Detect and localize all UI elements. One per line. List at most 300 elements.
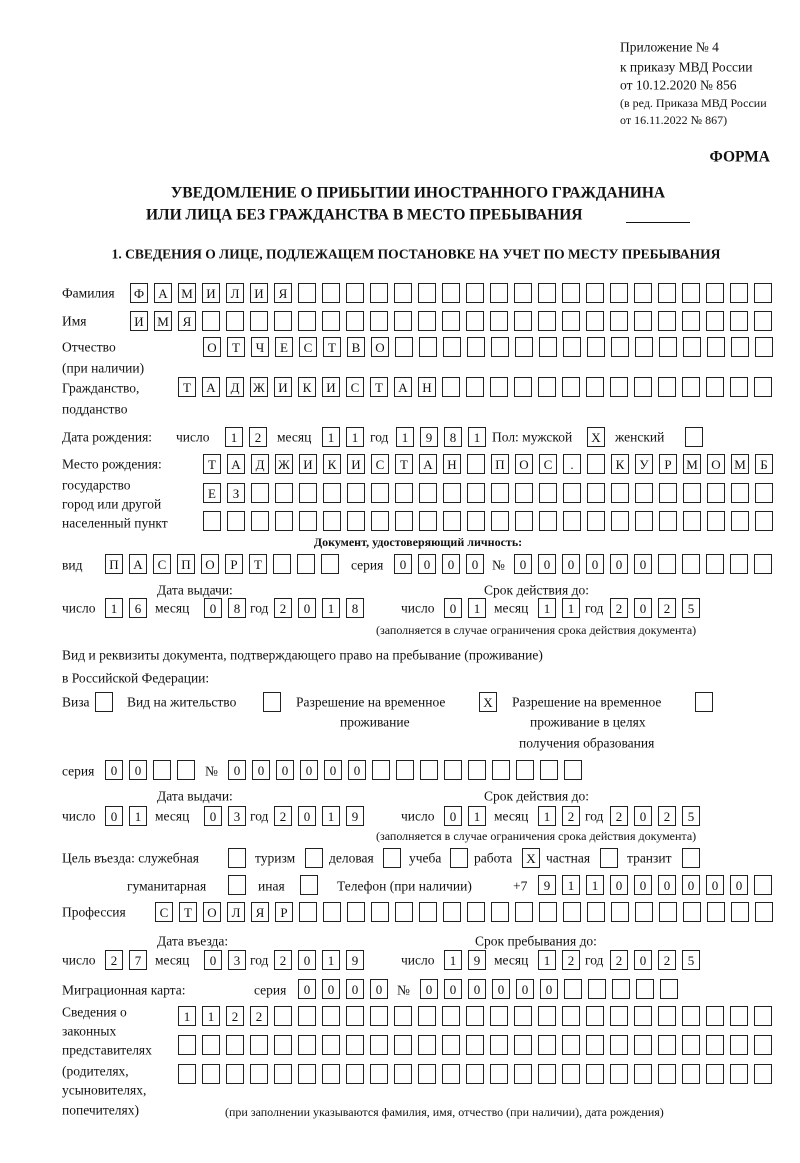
representative-box[interactable] [658, 1064, 676, 1084]
birth-place-box[interactable] [323, 483, 341, 503]
birth-place-box[interactable]: З [227, 483, 245, 503]
purpose-study-checkbox[interactable] [450, 848, 468, 868]
birth-place-box[interactable] [395, 511, 413, 531]
birth-place-box[interactable] [299, 483, 317, 503]
birth-place-box[interactable]: О [707, 454, 725, 474]
representative-box[interactable] [418, 1035, 436, 1055]
surname-box[interactable] [634, 283, 652, 303]
month-box[interactable]: 1 [538, 950, 556, 970]
surname-box[interactable] [658, 283, 676, 303]
representative-box[interactable] [586, 1064, 604, 1084]
birth-place-box[interactable]: М [731, 454, 749, 474]
doc-number-box[interactable]: 0 [634, 554, 652, 574]
representative-box[interactable] [562, 1035, 580, 1055]
representative-box[interactable] [610, 1064, 628, 1084]
representative-box[interactable] [394, 1006, 412, 1026]
stay-number-box[interactable]: 0 [276, 760, 294, 780]
stay-number-box[interactable] [468, 760, 486, 780]
year-box[interactable]: 2 [610, 806, 628, 826]
patronymic-box[interactable] [395, 337, 413, 357]
birth-place-box[interactable]: Р [659, 454, 677, 474]
birth-place-box[interactable]: М [683, 454, 701, 474]
birth-place-box[interactable]: С [539, 454, 557, 474]
birth-place-box[interactable] [755, 511, 773, 531]
stay-number-box[interactable] [444, 760, 462, 780]
representative-box[interactable] [274, 1035, 292, 1055]
birth-place-box[interactable]: Н [443, 454, 461, 474]
name-box[interactable] [658, 311, 676, 331]
representative-box[interactable] [346, 1064, 364, 1084]
doc-number-box[interactable]: 0 [610, 554, 628, 574]
profession-box[interactable] [347, 902, 365, 922]
doc-kind-box[interactable]: С [153, 554, 171, 574]
doc-number-box[interactable]: 0 [514, 554, 532, 574]
name-box[interactable] [202, 311, 220, 331]
birth-place-box[interactable]: . [563, 454, 581, 474]
birth-place-box[interactable] [491, 511, 509, 531]
citizenship-box[interactable] [586, 377, 604, 397]
year-box[interactable]: 5 [682, 806, 700, 826]
profession-box[interactable]: О [203, 902, 221, 922]
day-box[interactable]: 1 [444, 950, 462, 970]
patronymic-box[interactable]: С [299, 337, 317, 357]
surname-box[interactable] [442, 283, 460, 303]
name-box[interactable]: М [154, 311, 172, 331]
birth-place-box[interactable] [419, 511, 437, 531]
name-box[interactable] [298, 311, 316, 331]
name-box[interactable] [586, 311, 604, 331]
migration-number-box[interactable] [660, 979, 678, 999]
doc-kind-box[interactable] [321, 554, 339, 574]
representative-box[interactable] [178, 1035, 196, 1055]
doc-number-box[interactable]: 0 [586, 554, 604, 574]
citizenship-box[interactable] [466, 377, 484, 397]
citizenship-box[interactable]: Ж [250, 377, 268, 397]
birth-place-box[interactable]: Т [203, 454, 221, 474]
birth-place-box[interactable]: К [323, 454, 341, 474]
migration-number-box[interactable]: 0 [420, 979, 438, 999]
patronymic-box[interactable] [491, 337, 509, 357]
surname-box[interactable] [346, 283, 364, 303]
citizenship-box[interactable]: И [322, 377, 340, 397]
citizenship-box[interactable] [658, 377, 676, 397]
profession-box[interactable] [587, 902, 605, 922]
representative-box[interactable] [682, 1006, 700, 1026]
phone-box[interactable]: 1 [586, 875, 604, 895]
birth-place-box[interactable] [299, 511, 317, 531]
representative-box[interactable] [706, 1006, 724, 1026]
citizenship-box[interactable] [490, 377, 508, 397]
stay-number-box[interactable]: 0 [228, 760, 246, 780]
name-box[interactable] [730, 311, 748, 331]
doc-series-box[interactable]: 0 [418, 554, 436, 574]
migration-number-box[interactable] [564, 979, 582, 999]
doc-number-box[interactable] [754, 554, 772, 574]
phone-box[interactable]: 0 [706, 875, 724, 895]
migration-number-box[interactable] [588, 979, 606, 999]
day-box[interactable]: 0 [105, 806, 123, 826]
representative-box[interactable] [634, 1006, 652, 1026]
surname-box[interactable] [586, 283, 604, 303]
representative-box[interactable] [442, 1035, 460, 1055]
birth-place-box[interactable] [443, 483, 461, 503]
birth-place-box[interactable]: А [227, 454, 245, 474]
patronymic-box[interactable]: О [371, 337, 389, 357]
migration-series-box[interactable]: 0 [370, 979, 388, 999]
profession-box[interactable] [419, 902, 437, 922]
patronymic-box[interactable] [683, 337, 701, 357]
doc-kind-box[interactable] [297, 554, 315, 574]
birth-year-box[interactable]: 8 [444, 427, 462, 447]
birth-place-box[interactable]: Д [251, 454, 269, 474]
migration-number-box[interactable]: 0 [492, 979, 510, 999]
representative-box[interactable] [466, 1035, 484, 1055]
representative-box[interactable] [466, 1064, 484, 1084]
birth-place-box[interactable] [251, 483, 269, 503]
surname-box[interactable] [562, 283, 580, 303]
birth-place-box[interactable] [419, 483, 437, 503]
citizenship-box[interactable]: А [394, 377, 412, 397]
stay-number-box[interactable]: 0 [348, 760, 366, 780]
surname-box[interactable]: И [202, 283, 220, 303]
year-box[interactable]: 2 [610, 598, 628, 618]
birth-place-box[interactable] [611, 483, 629, 503]
month-box[interactable]: 0 [204, 950, 222, 970]
stay-series-box[interactable]: 0 [105, 760, 123, 780]
representative-box[interactable] [298, 1064, 316, 1084]
birth-place-box[interactable] [467, 483, 485, 503]
representative-box[interactable] [754, 1035, 772, 1055]
birth-place-box[interactable] [707, 483, 725, 503]
purpose-private-checkbox[interactable] [600, 848, 618, 868]
surname-box[interactable] [466, 283, 484, 303]
profession-box[interactable] [683, 902, 701, 922]
stay-number-box[interactable] [396, 760, 414, 780]
profession-box[interactable]: С [155, 902, 173, 922]
birth-place-box[interactable] [347, 483, 365, 503]
month-box[interactable]: 3 [228, 950, 246, 970]
temp-permit-checkbox[interactable]: X [479, 692, 497, 712]
migration-number-box[interactable] [636, 979, 654, 999]
birth-place-box[interactable]: А [419, 454, 437, 474]
month-box[interactable]: 1 [538, 806, 556, 826]
purpose-humanitarian-checkbox[interactable] [228, 875, 246, 895]
patronymic-box[interactable] [515, 337, 533, 357]
representative-box[interactable] [394, 1064, 412, 1084]
temp-permit-edu-checkbox[interactable] [695, 692, 713, 712]
name-box[interactable] [370, 311, 388, 331]
birth-month-box[interactable]: 1 [346, 427, 364, 447]
representative-box[interactable] [490, 1064, 508, 1084]
representative-box[interactable] [682, 1035, 700, 1055]
citizenship-box[interactable]: К [298, 377, 316, 397]
name-box[interactable] [466, 311, 484, 331]
doc-series-box[interactable]: 0 [466, 554, 484, 574]
profession-box[interactable] [467, 902, 485, 922]
citizenship-box[interactable] [754, 377, 772, 397]
year-box[interactable]: 9 [346, 806, 364, 826]
patronymic-box[interactable]: Т [323, 337, 341, 357]
birth-place-box[interactable] [227, 511, 245, 531]
name-box[interactable] [322, 311, 340, 331]
patronymic-box[interactable] [755, 337, 773, 357]
birth-place-box[interactable]: Б [755, 454, 773, 474]
birth-day-box[interactable]: 1 [225, 427, 243, 447]
phone-box[interactable]: 0 [610, 875, 628, 895]
representative-box[interactable] [346, 1035, 364, 1055]
birth-place-box[interactable] [491, 483, 509, 503]
name-box[interactable] [706, 311, 724, 331]
citizenship-box[interactable]: С [346, 377, 364, 397]
profession-box[interactable] [659, 902, 677, 922]
birth-place-box[interactable] [323, 511, 341, 531]
stay-series-box[interactable]: 0 [129, 760, 147, 780]
day-box[interactable]: 7 [129, 950, 147, 970]
citizenship-box[interactable] [730, 377, 748, 397]
phone-box[interactable]: 1 [562, 875, 580, 895]
stay-series-box[interactable] [153, 760, 171, 780]
birth-place-box[interactable] [683, 483, 701, 503]
day-box[interactable]: 6 [129, 598, 147, 618]
year-box[interactable]: 0 [634, 598, 652, 618]
citizenship-box[interactable]: И [274, 377, 292, 397]
patronymic-box[interactable] [539, 337, 557, 357]
stay-number-box[interactable] [564, 760, 582, 780]
citizenship-box[interactable] [442, 377, 460, 397]
birth-place-box[interactable] [659, 511, 677, 531]
doc-number-box[interactable] [682, 554, 700, 574]
birth-day-box[interactable]: 2 [249, 427, 267, 447]
birth-place-box[interactable]: И [299, 454, 317, 474]
phone-box[interactable]: 0 [634, 875, 652, 895]
birth-place-box[interactable] [371, 483, 389, 503]
representative-box[interactable] [274, 1006, 292, 1026]
month-box[interactable]: 2 [562, 950, 580, 970]
profession-box[interactable] [323, 902, 341, 922]
representative-box[interactable] [226, 1064, 244, 1084]
doc-number-box[interactable] [730, 554, 748, 574]
birth-place-box[interactable]: О [515, 454, 533, 474]
surname-box[interactable] [514, 283, 532, 303]
stay-number-box[interactable] [540, 760, 558, 780]
purpose-business-checkbox[interactable] [383, 848, 401, 868]
representative-box[interactable] [490, 1006, 508, 1026]
month-box[interactable]: 8 [228, 598, 246, 618]
birth-place-box[interactable] [539, 511, 557, 531]
representative-box[interactable] [394, 1035, 412, 1055]
representative-box[interactable] [514, 1035, 532, 1055]
year-box[interactable]: 2 [274, 806, 292, 826]
birth-place-box[interactable]: Ж [275, 454, 293, 474]
day-box[interactable]: 1 [105, 598, 123, 618]
patronymic-box[interactable] [611, 337, 629, 357]
year-box[interactable]: 0 [298, 806, 316, 826]
doc-kind-box[interactable]: Т [249, 554, 267, 574]
representative-box[interactable] [370, 1006, 388, 1026]
surname-box[interactable] [706, 283, 724, 303]
birth-place-box[interactable] [707, 511, 725, 531]
month-box[interactable]: 2 [562, 806, 580, 826]
stay-number-box[interactable]: 0 [252, 760, 270, 780]
year-box[interactable]: 2 [274, 598, 292, 618]
name-box[interactable] [442, 311, 460, 331]
place-of-stay-blank[interactable] [626, 208, 690, 223]
migration-series-box[interactable]: 0 [346, 979, 364, 999]
year-box[interactable]: 9 [346, 950, 364, 970]
birth-place-box[interactable] [635, 483, 653, 503]
representative-box[interactable] [634, 1035, 652, 1055]
sex-female-checkbox[interactable] [685, 427, 703, 447]
birth-place-box[interactable] [563, 511, 581, 531]
representative-box[interactable] [202, 1035, 220, 1055]
representative-box[interactable]: 1 [202, 1006, 220, 1026]
year-box[interactable]: 5 [682, 598, 700, 618]
doc-series-box[interactable]: 0 [394, 554, 412, 574]
visa-checkbox[interactable] [95, 692, 113, 712]
representative-box[interactable] [730, 1064, 748, 1084]
citizenship-box[interactable]: Т [178, 377, 196, 397]
representative-box[interactable] [610, 1035, 628, 1055]
profession-box[interactable] [611, 902, 629, 922]
surname-box[interactable] [394, 283, 412, 303]
year-box[interactable]: 0 [298, 598, 316, 618]
migration-number-box[interactable]: 0 [468, 979, 486, 999]
citizenship-box[interactable]: Д [226, 377, 244, 397]
year-box[interactable]: 2 [610, 950, 628, 970]
doc-number-box[interactable]: 0 [538, 554, 556, 574]
name-box[interactable]: Я [178, 311, 196, 331]
representative-box[interactable] [610, 1006, 628, 1026]
citizenship-box[interactable]: А [202, 377, 220, 397]
representative-box[interactable] [538, 1064, 556, 1084]
purpose-tourism-checkbox[interactable] [305, 848, 323, 868]
name-box[interactable] [514, 311, 532, 331]
representative-box[interactable] [706, 1035, 724, 1055]
profession-box[interactable] [755, 902, 773, 922]
birth-year-box[interactable]: 1 [468, 427, 486, 447]
phone-box[interactable]: 0 [682, 875, 700, 895]
representative-box[interactable] [754, 1064, 772, 1084]
name-box[interactable] [274, 311, 292, 331]
birth-place-box[interactable] [443, 511, 461, 531]
patronymic-box[interactable] [731, 337, 749, 357]
birth-month-box[interactable]: 1 [322, 427, 340, 447]
migration-number-box[interactable]: 0 [540, 979, 558, 999]
representative-box[interactable] [202, 1064, 220, 1084]
birth-place-box[interactable] [251, 511, 269, 531]
surname-box[interactable] [322, 283, 340, 303]
name-box[interactable] [394, 311, 412, 331]
stay-number-box[interactable] [516, 760, 534, 780]
representative-box[interactable] [658, 1035, 676, 1055]
surname-box[interactable] [538, 283, 556, 303]
name-box[interactable] [610, 311, 628, 331]
birth-place-box[interactable] [755, 483, 773, 503]
citizenship-box[interactable]: Н [418, 377, 436, 397]
name-box[interactable] [226, 311, 244, 331]
citizenship-box[interactable] [610, 377, 628, 397]
birth-place-box[interactable] [515, 511, 533, 531]
surname-box[interactable]: Ф [130, 283, 148, 303]
surname-box[interactable] [754, 283, 772, 303]
profession-box[interactable] [515, 902, 533, 922]
representative-box[interactable] [298, 1035, 316, 1055]
citizenship-box[interactable] [706, 377, 724, 397]
surname-box[interactable] [490, 283, 508, 303]
doc-kind-box[interactable] [273, 554, 291, 574]
representative-box[interactable] [682, 1064, 700, 1084]
profession-box[interactable]: Я [251, 902, 269, 922]
name-box[interactable] [418, 311, 436, 331]
day-box[interactable]: 2 [105, 950, 123, 970]
doc-kind-box[interactable]: Р [225, 554, 243, 574]
representative-box[interactable] [442, 1064, 460, 1084]
day-box[interactable]: 1 [468, 806, 486, 826]
birth-place-box[interactable] [683, 511, 701, 531]
year-box[interactable]: 2 [658, 806, 676, 826]
year-box[interactable]: 2 [658, 598, 676, 618]
day-box[interactable]: 0 [444, 806, 462, 826]
purpose-transit-checkbox[interactable] [682, 848, 700, 868]
migration-number-box[interactable]: 0 [516, 979, 534, 999]
phone-box[interactable] [754, 875, 772, 895]
birth-place-box[interactable] [275, 511, 293, 531]
birth-place-box[interactable] [371, 511, 389, 531]
birth-place-box[interactable] [659, 483, 677, 503]
profession-box[interactable] [563, 902, 581, 922]
year-box[interactable]: 8 [346, 598, 364, 618]
birth-place-box[interactable]: С [371, 454, 389, 474]
citizenship-box[interactable] [634, 377, 652, 397]
birth-place-box[interactable] [467, 511, 485, 531]
surname-box[interactable] [418, 283, 436, 303]
representative-box[interactable] [466, 1006, 484, 1026]
citizenship-box[interactable] [562, 377, 580, 397]
representative-box[interactable]: 2 [250, 1006, 268, 1026]
name-box[interactable] [538, 311, 556, 331]
month-box[interactable]: 3 [228, 806, 246, 826]
patronymic-box[interactable] [563, 337, 581, 357]
doc-kind-box[interactable]: П [177, 554, 195, 574]
stay-number-box[interactable]: 0 [324, 760, 342, 780]
phone-box[interactable]: 0 [730, 875, 748, 895]
representative-box[interactable] [706, 1064, 724, 1084]
patronymic-box[interactable] [707, 337, 725, 357]
profession-box[interactable] [395, 902, 413, 922]
day-box[interactable]: 0 [444, 598, 462, 618]
representative-box[interactable] [322, 1035, 340, 1055]
representative-box[interactable] [418, 1006, 436, 1026]
profession-box[interactable] [299, 902, 317, 922]
surname-box[interactable] [610, 283, 628, 303]
month-box[interactable]: 0 [204, 806, 222, 826]
doc-series-box[interactable]: 0 [442, 554, 460, 574]
representative-box[interactable] [370, 1035, 388, 1055]
patronymic-box[interactable] [659, 337, 677, 357]
representative-box[interactable] [514, 1006, 532, 1026]
name-box[interactable] [754, 311, 772, 331]
representative-box[interactable] [658, 1006, 676, 1026]
purpose-other-checkbox[interactable] [300, 875, 318, 895]
representative-box[interactable] [322, 1064, 340, 1084]
profession-box[interactable]: Л [227, 902, 245, 922]
representative-box[interactable]: 2 [226, 1006, 244, 1026]
year-box[interactable]: 0 [634, 950, 652, 970]
year-box[interactable]: 1 [322, 598, 340, 618]
purpose-service-checkbox[interactable] [228, 848, 246, 868]
birth-place-box[interactable] [731, 483, 749, 503]
patronymic-box[interactable] [419, 337, 437, 357]
